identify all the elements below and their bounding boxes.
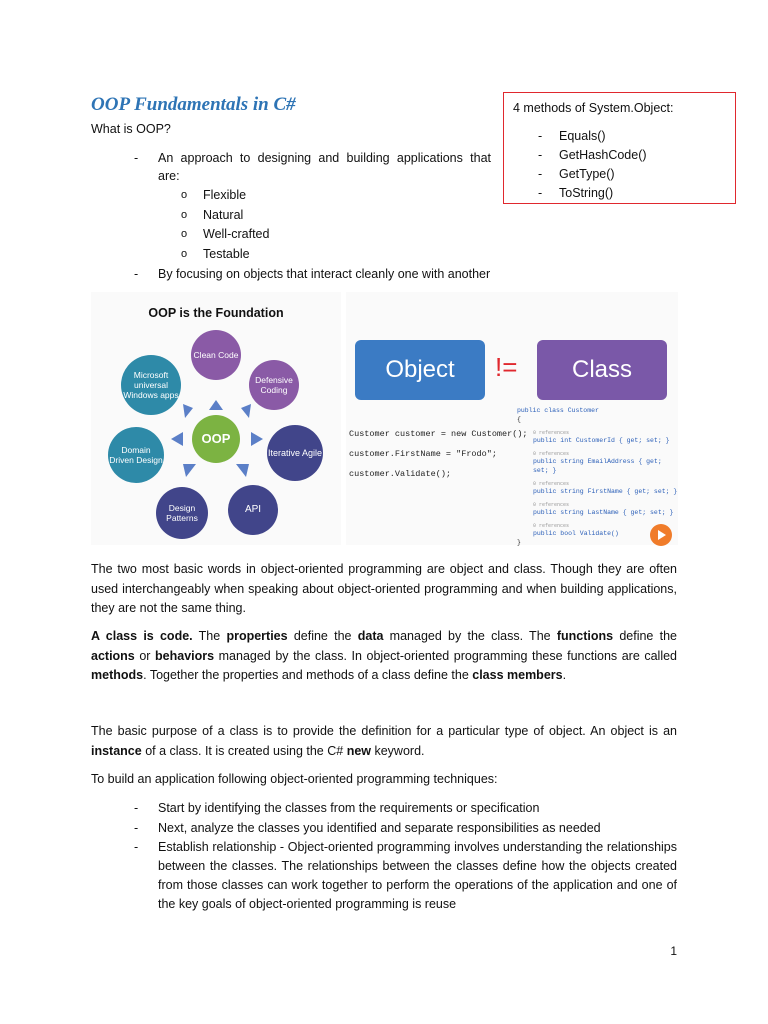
method-item: - GetType(): [559, 165, 647, 184]
text-run: define the: [287, 629, 358, 643]
quality-item: Testable: [203, 247, 250, 261]
code-line: public int CustomerId { get; set; }: [533, 437, 670, 444]
node-api: API: [228, 485, 278, 535]
bold-term: data: [357, 629, 384, 643]
arrow-ne-icon: [241, 404, 251, 418]
node-design-patterns: Design Patterns: [156, 487, 208, 539]
reference-hint: 0 references: [533, 502, 570, 508]
system-object-header: 4 methods of System.Object:: [513, 101, 674, 115]
step-item: Establish relationship - Object-oriented programming involves understanding the relationships between the classes. The relationships between the classes define how the objects created from those classes can work together to perform the operations of the application and one of the key goals of object-oriented programming is reuse: [158, 840, 677, 911]
code-line: Customer customer = new Customer();: [349, 429, 528, 439]
bold-term: methods: [91, 668, 144, 682]
code-line: public string EmailAddress { get; set; }: [533, 458, 662, 474]
page-title: OOP Fundamentals in C#: [91, 94, 296, 115]
arrow-left-icon: [171, 432, 183, 446]
quality-item: Flexible: [203, 188, 247, 202]
object-code-block: [349, 424, 528, 484]
code-line: public string FirstName { get; set; }: [533, 488, 678, 495]
not-equal-sign: !=: [495, 352, 518, 382]
code-line: }: [517, 539, 521, 546]
text-run: . Together the properties and methods of a class define the: [143, 668, 473, 682]
reference-hint: 0 references: [533, 523, 570, 529]
arrow-se-icon: [236, 464, 249, 477]
method-item: - ToString(): [559, 184, 647, 203]
reference-hint: 0 references: [533, 481, 570, 487]
paragraph-build-app: To build an application following object-oriented programming techniques:: [91, 772, 498, 786]
object-label: Object: [355, 340, 485, 400]
text-run: or: [134, 648, 156, 663]
code-line: public string LastName { get; set; }: [533, 509, 674, 516]
approach-line-2: are:: [158, 169, 180, 183]
bold-term: functions: [556, 629, 614, 643]
text-run: managed by the class. The: [383, 629, 557, 643]
paragraph-object-class: The two most basic words in object-oriented programming are object and class. Though they are often used interchangeably when speaking about object-oriented programming and when building applications, they are not the same thing.: [91, 562, 677, 615]
dash-bullet: -: [134, 840, 139, 854]
reference-hint: 0 references: [533, 430, 570, 436]
arrow-nw-icon: [183, 404, 193, 418]
node-iterative-agile: Iterative Agile: [267, 425, 323, 481]
what-is-heading: What is OOP?: [91, 122, 171, 136]
node-defensive-coding: Defensive Coding: [249, 360, 299, 410]
text-run: of a class. It is created using the C#: [141, 743, 347, 758]
bold-term: class members: [472, 668, 563, 682]
reference-hint: 0 references: [533, 451, 570, 457]
play-triangle-icon: [650, 524, 672, 546]
text-run: .: [562, 668, 567, 682]
approach-line-1: An approach to designing and building applications that: [158, 151, 491, 165]
dash-bullet: -: [134, 151, 139, 165]
system-object-method-list: [559, 127, 647, 203]
arrow-up-icon: [209, 400, 223, 410]
text-run: define the: [613, 629, 678, 643]
text-run: keyword.: [371, 743, 425, 758]
paragraph-class-purpose: [91, 722, 677, 761]
code-line: customer.Validate();: [349, 469, 452, 479]
arrow-right-icon: [251, 432, 263, 446]
code-line: public bool Validate(): [533, 530, 619, 537]
node-microsoft-uwp: Microsoft universal Windows apps: [121, 355, 181, 415]
node-domain-driven-design: Domain Driven Design: [108, 427, 164, 483]
step-item: Start by identifying the classes from the requirements or specification: [158, 801, 540, 815]
circle-bullet-icon: o: [181, 248, 188, 260]
quality-item: Natural: [203, 208, 244, 222]
quality-item: Well-crafted: [203, 227, 270, 241]
system-object-box: [503, 92, 736, 204]
paragraph-class-is-code: [91, 627, 677, 686]
bold-term: new: [346, 743, 371, 758]
circle-bullet-icon: o: [181, 228, 188, 240]
diagram-heading: OOP is the Foundation: [148, 306, 284, 320]
bold-term: behaviors: [155, 648, 215, 663]
text-run: The: [192, 629, 227, 643]
bold-term: actions: [91, 648, 135, 663]
arrow-sw-icon: [183, 464, 196, 477]
dash-bullet: -: [134, 821, 139, 835]
bold-phrase: A class is code.: [91, 629, 193, 643]
node-clean-code: Clean Code: [191, 330, 241, 380]
method-item: - Equals(): [559, 127, 647, 146]
step-item: Next, analyze the classes you identified and separate responsibilities as needed: [158, 821, 601, 835]
code-line: customer.FirstName = "Frodo";: [349, 449, 497, 459]
dash-bullet: -: [134, 801, 139, 815]
focus-line: By focusing on objects that interact cleanly one with another: [158, 267, 491, 281]
text-run: The basic purpose of a class is to provide the definition for a particular type of object. An object is an: [91, 724, 677, 738]
circle-bullet-icon: o: [181, 209, 188, 221]
node-oop-center: OOP: [192, 415, 240, 463]
page-number: 1: [670, 944, 677, 958]
text-run: managed by the class. In object-oriented programming these functions are called: [214, 648, 678, 663]
circle-bullet-icon: o: [181, 189, 188, 201]
code-line: {: [517, 416, 521, 423]
oop-foundation-diagram: [91, 292, 341, 545]
bold-term: properties: [226, 629, 288, 643]
dash-bullet: -: [134, 267, 139, 281]
code-line: public class Customer: [517, 407, 599, 414]
method-item: - GetHashCode(): [559, 146, 647, 165]
class-label: Class: [537, 340, 667, 400]
bold-term: instance: [91, 743, 142, 758]
play-icon[interactable]: [650, 524, 672, 546]
object-vs-class-diagram: [346, 292, 678, 545]
